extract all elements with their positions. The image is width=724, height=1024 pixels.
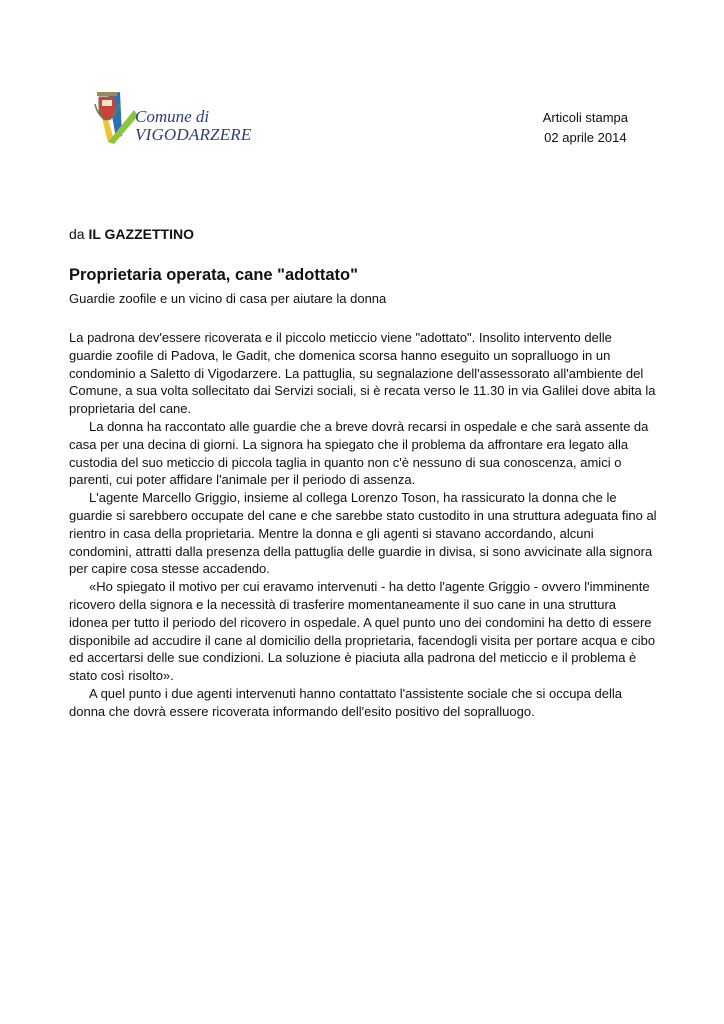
article-paragraph: L'agente Marcello Griggio, insieme al collega Lorenzo Toson, ha rassicurato la donna che le guardie si sarebbero occupate del cane e che sarebbe stato custodito in una struttura adeguata fino al rientro in casa della proprietaria. Mentre la donna e gli agenti si stavano accordando, alcuni condomini, attratti dalla presenza della pattuglia delle guardie in divisa, si sono avvicinate alla signora per capire cosa stesse accadendo. [69, 490, 657, 577]
article-body [69, 329, 657, 721]
logo-line-2: VIGODARZERE [135, 125, 252, 144]
source-name: IL GAZZETTINO [88, 226, 194, 242]
article-paragraph: A quel punto i due agenti intervenuti hanno contattato l'assistente sociale che si occupa della donna che dovrà essere ricoverata informando dell'esito positivo del sopralluogo. [69, 685, 622, 719]
document-header-info [543, 108, 628, 148]
document-type: Articoli stampa [542, 110, 628, 125]
article-paragraph: La padrona dev'essere ricoverata e il piccolo meticcio viene "adottato". Insolito intervento delle guardie zoofile di Padova, le Gadit, che domenica scorsa hanno eseguito un sopralluogo in un condominio a Saletto di Vigodarzere. La pattuglia, su segnalazione dell'assessorato all'ambiente del Comune, a sua volta sollecitato dai Servizi sociali, si è recata verso le 11.30 in via Galilei dove abita la proprietaria del cane. [69, 330, 656, 417]
logo-text [135, 108, 251, 143]
municipal-crest-icon [94, 90, 120, 122]
comune-logo [94, 90, 294, 150]
article-subtitle: Guardie zoofile e un vicino di casa per aiutare la donna [69, 291, 387, 306]
logo-line-1: Comune di [135, 107, 210, 126]
source-prefix: da [69, 226, 85, 242]
article-paragraph: «Ho spiegato il motivo per cui eravamo intervenuti - ha detto l'agente Griggio - ovvero l'imminente ricovero della signora e la necessità di trasferire momentaneamente il suo cane in una struttura idonea per tutto il periodo del ricovero in ospedale. A quel punto uno dei condomini ha detto di essere disponibile ad accudire il cane al domicilio della proprietaria, facendogli visita per portare acqua e cibo ed accertarsi delle sue condizioni. La soluzione è piaciuta alla padrona del meticcio e il problema è stato così risolto». [69, 579, 656, 684]
article-source [69, 226, 194, 242]
document-date: 02 aprile 2014 [544, 130, 627, 145]
article-paragraph: La donna ha raccontato alle guardie che a breve dovrà recarsi in ospedale e che sarà assente da casa per una decina di giorni. La signora ha spiegato che il problema da affrontare era legato alla custodia del suo meticcio di piccola taglia in quanto non c'è nessuno di sua conoscenza, amici o parenti, cui poter affidare l'animale per il periodo di assenza. [69, 418, 649, 488]
article-title: Proprietaria operata, cane "adottato" [69, 266, 358, 284]
